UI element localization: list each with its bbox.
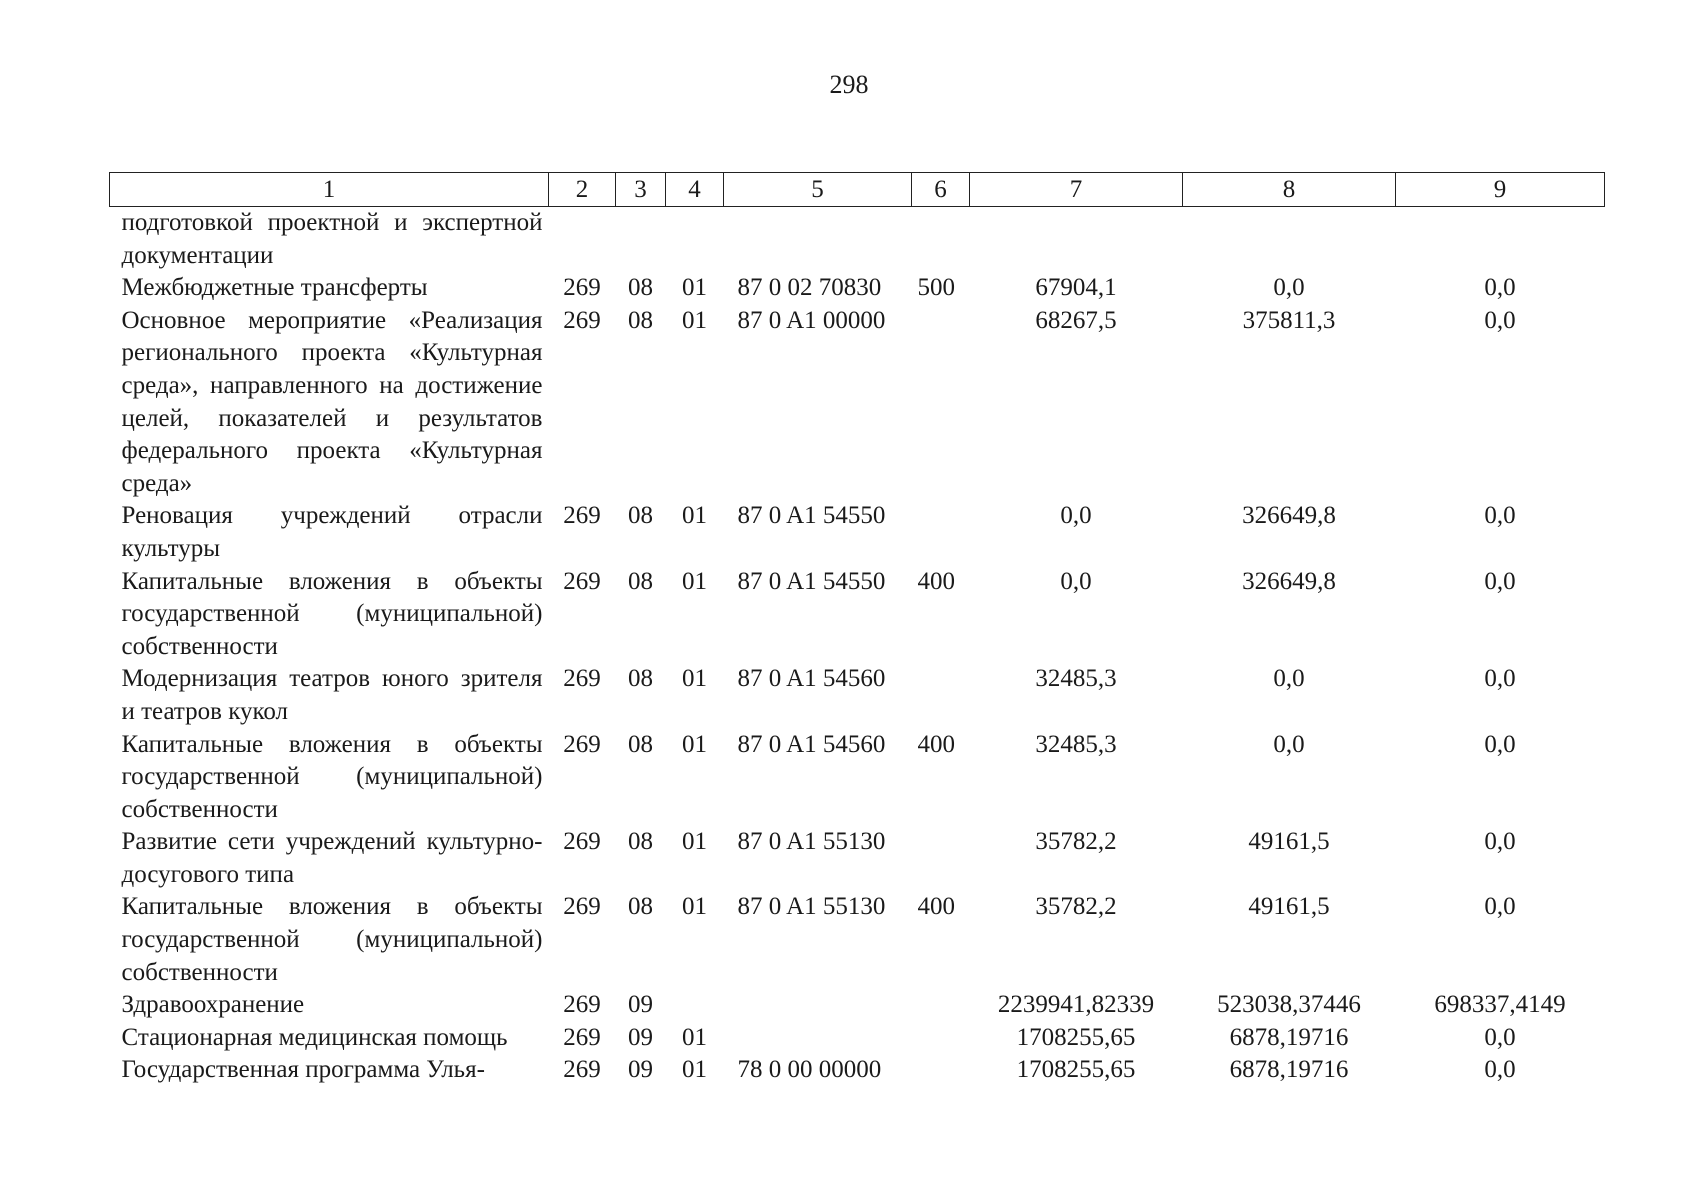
target-article-cell: 87 0 A1 54550 <box>737 567 886 595</box>
row-name-cell: Капитальные вложения в объекты государственной (муниципальной) собственности <box>121 893 543 986</box>
expense-type-cell <box>912 989 970 1022</box>
amount-col-9-cell: 0,0 <box>1484 1056 1516 1084</box>
amount-col-8-cell: 49161,5 <box>1248 893 1330 921</box>
row-name-cell: Модернизация театров юного зрителя и театров кукол <box>121 665 543 725</box>
amount-col-7-cell <box>970 207 1183 273</box>
target-article-cell <box>724 207 912 273</box>
subsection-cell: 01 <box>682 893 707 921</box>
expense-type-cell <box>912 500 970 565</box>
admin-code-cell: 269 <box>563 991 601 1019</box>
amount-col-9-cell: 0,0 <box>1484 893 1516 921</box>
admin-code-cell: 269 <box>563 502 601 530</box>
table-row <box>110 305 1605 501</box>
header-row <box>110 173 1605 207</box>
amount-col-9-cell: 0,0 <box>1484 665 1516 693</box>
section-cell <box>616 207 666 273</box>
amount-col-7-cell: 68267,5 <box>1035 306 1117 334</box>
section-cell: 08 <box>628 274 653 302</box>
expense-type-cell <box>912 1022 970 1055</box>
amount-col-9-cell: 0,0 <box>1484 502 1516 530</box>
target-article-cell: 87 0 02 70830 <box>737 274 882 302</box>
amount-col-9-cell: 0,0 <box>1484 274 1516 302</box>
expense-type-cell: 500 <box>917 274 955 302</box>
table-row <box>110 663 1605 728</box>
amount-col-7-cell: 32485,3 <box>1035 730 1117 758</box>
header-col-7: 7 <box>970 173 1183 207</box>
amount-col-8-cell: 326649,8 <box>1242 502 1336 530</box>
section-cell: 08 <box>628 828 653 856</box>
expense-type-cell <box>912 826 970 891</box>
amount-col-7-cell: 1708255,65 <box>1016 1056 1136 1084</box>
row-name-cell: подготовкой проектной и экспертной документации <box>121 209 543 269</box>
row-name-cell: Основное мероприятие «Реализация регионального проекта «Культурная среда», направленного на достижение целей, показателей и результатов федерального проекта «Культурная среда» <box>121 306 543 497</box>
subsection-cell: 01 <box>682 1056 707 1084</box>
amount-col-8-cell: 6878,19716 <box>1229 1056 1349 1084</box>
amount-col-9-cell: 698337,4149 <box>1434 991 1566 1019</box>
header-col-4: 4 <box>666 173 724 207</box>
expense-type-cell <box>912 305 970 501</box>
table-row <box>110 207 1605 273</box>
target-article-cell: 87 0 A1 54550 <box>737 502 886 530</box>
amount-col-9-cell: 0,0 <box>1484 567 1516 595</box>
amount-col-8-cell: 375811,3 <box>1242 306 1336 334</box>
amount-col-8-cell: 326649,8 <box>1242 567 1336 595</box>
subsection-cell: 01 <box>682 665 707 693</box>
table-row <box>110 1054 1605 1087</box>
admin-code-cell: 269 <box>563 567 601 595</box>
target-article-cell: 87 0 A1 00000 <box>737 306 886 334</box>
table-row <box>110 891 1605 989</box>
amount-col-8-cell: 0,0 <box>1273 274 1305 302</box>
section-cell: 08 <box>628 502 653 530</box>
budget-table <box>109 172 1605 1087</box>
row-name-cell: Здравоохранение <box>121 991 305 1019</box>
row-name-cell: Межбюджетные трансферты <box>121 274 428 302</box>
subsection-cell <box>666 989 724 1022</box>
target-article-cell: 78 0 00 00000 <box>737 1056 882 1084</box>
section-cell: 09 <box>628 1056 653 1084</box>
header-col-9: 9 <box>1396 173 1605 207</box>
subsection-cell: 01 <box>682 502 707 530</box>
expense-type-cell <box>912 1054 970 1087</box>
target-article-cell: 87 0 A1 55130 <box>737 893 886 921</box>
table-row <box>110 272 1605 305</box>
row-name-cell: Развитие сети учреждений культурно-досугового типа <box>121 828 543 888</box>
amount-col-7-cell: 35782,2 <box>1035 828 1117 856</box>
expense-type-cell: 400 <box>917 730 955 758</box>
expense-type-cell: 400 <box>917 893 955 921</box>
header-col-8: 8 <box>1183 173 1396 207</box>
page-number: 298 <box>829 70 869 99</box>
amount-col-8-cell: 49161,5 <box>1248 828 1330 856</box>
row-name-cell: Государственная программа Улья- <box>121 1056 485 1084</box>
amount-col-8-cell: 523038,37446 <box>1217 991 1361 1019</box>
amount-col-8-cell: 6878,19716 <box>1229 1023 1349 1051</box>
amount-col-8-cell: 0,0 <box>1273 665 1305 693</box>
table-row <box>110 989 1605 1022</box>
table-header <box>110 173 1605 207</box>
subsection-cell: 01 <box>682 828 707 856</box>
header-col-2: 2 <box>549 173 616 207</box>
header-col-6: 6 <box>912 173 970 207</box>
row-name-cell: Капитальные вложения в объекты государственной (муниципальной) собственности <box>121 730 543 823</box>
table-body <box>110 207 1605 1088</box>
admin-code-cell: 269 <box>563 274 601 302</box>
amount-col-9-cell: 0,0 <box>1484 730 1516 758</box>
amount-col-9-cell: 0,0 <box>1484 1023 1516 1051</box>
section-cell: 08 <box>628 306 653 334</box>
subsection-cell: 01 <box>682 567 707 595</box>
budget-table-container <box>109 172 1604 1087</box>
amount-col-7-cell: 0,0 <box>1060 567 1092 595</box>
subsection-cell: 01 <box>682 274 707 302</box>
row-name-cell: Реновация учреждений отрасли культуры <box>121 502 543 562</box>
section-cell: 09 <box>628 1023 653 1051</box>
table-row <box>110 566 1605 664</box>
admin-code-cell: 269 <box>563 730 601 758</box>
admin-code-cell: 269 <box>563 1023 601 1051</box>
amount-col-9-cell: 0,0 <box>1484 828 1516 856</box>
section-cell: 08 <box>628 567 653 595</box>
amount-col-7-cell: 35782,2 <box>1035 893 1117 921</box>
expense-type-cell: 400 <box>917 567 955 595</box>
header-col-5: 5 <box>724 173 912 207</box>
table-row <box>110 729 1605 827</box>
admin-code-cell: 269 <box>563 1056 601 1084</box>
expense-type-cell <box>912 663 970 728</box>
section-cell: 09 <box>628 991 653 1019</box>
amount-col-7-cell: 2239941,82339 <box>997 991 1155 1019</box>
subsection-cell: 01 <box>682 730 707 758</box>
amount-col-7-cell: 67904,1 <box>1035 274 1117 302</box>
target-article-cell <box>724 989 912 1022</box>
table-row <box>110 1022 1605 1055</box>
subsection-cell: 01 <box>682 306 707 334</box>
section-cell: 08 <box>628 665 653 693</box>
admin-code-cell: 269 <box>563 665 601 693</box>
row-name-cell: Стационарная медицинская помощь <box>121 1023 508 1051</box>
expense-type-cell <box>912 207 970 273</box>
table-row <box>110 826 1605 891</box>
target-article-cell: 87 0 A1 55130 <box>737 828 886 856</box>
table-row <box>110 500 1605 565</box>
header-col-1: 1 <box>110 173 549 207</box>
target-article-cell <box>724 1022 912 1055</box>
target-article-cell: 87 0 A1 54560 <box>737 730 886 758</box>
row-name-cell: Капитальные вложения в объекты государственной (муниципальной) собственности <box>121 567 543 660</box>
amount-col-7-cell: 1708255,65 <box>1016 1023 1136 1051</box>
target-article-cell: 87 0 A1 54560 <box>737 665 886 693</box>
subsection-cell <box>666 207 724 273</box>
amount-col-7-cell: 0,0 <box>1060 502 1092 530</box>
admin-code-cell: 269 <box>563 828 601 856</box>
amount-col-9-cell: 0,0 <box>1484 306 1516 334</box>
admin-code-cell: 269 <box>563 306 601 334</box>
admin-code-cell: 269 <box>563 893 601 921</box>
amount-col-7-cell: 32485,3 <box>1035 665 1117 693</box>
amount-col-8-cell: 0,0 <box>1273 730 1305 758</box>
section-cell: 08 <box>628 893 653 921</box>
header-col-3: 3 <box>616 173 666 207</box>
admin-code-cell <box>549 207 616 273</box>
amount-col-8-cell <box>1183 207 1396 273</box>
section-cell: 08 <box>628 730 653 758</box>
amount-col-9-cell <box>1396 207 1605 273</box>
subsection-cell: 01 <box>682 1023 707 1051</box>
